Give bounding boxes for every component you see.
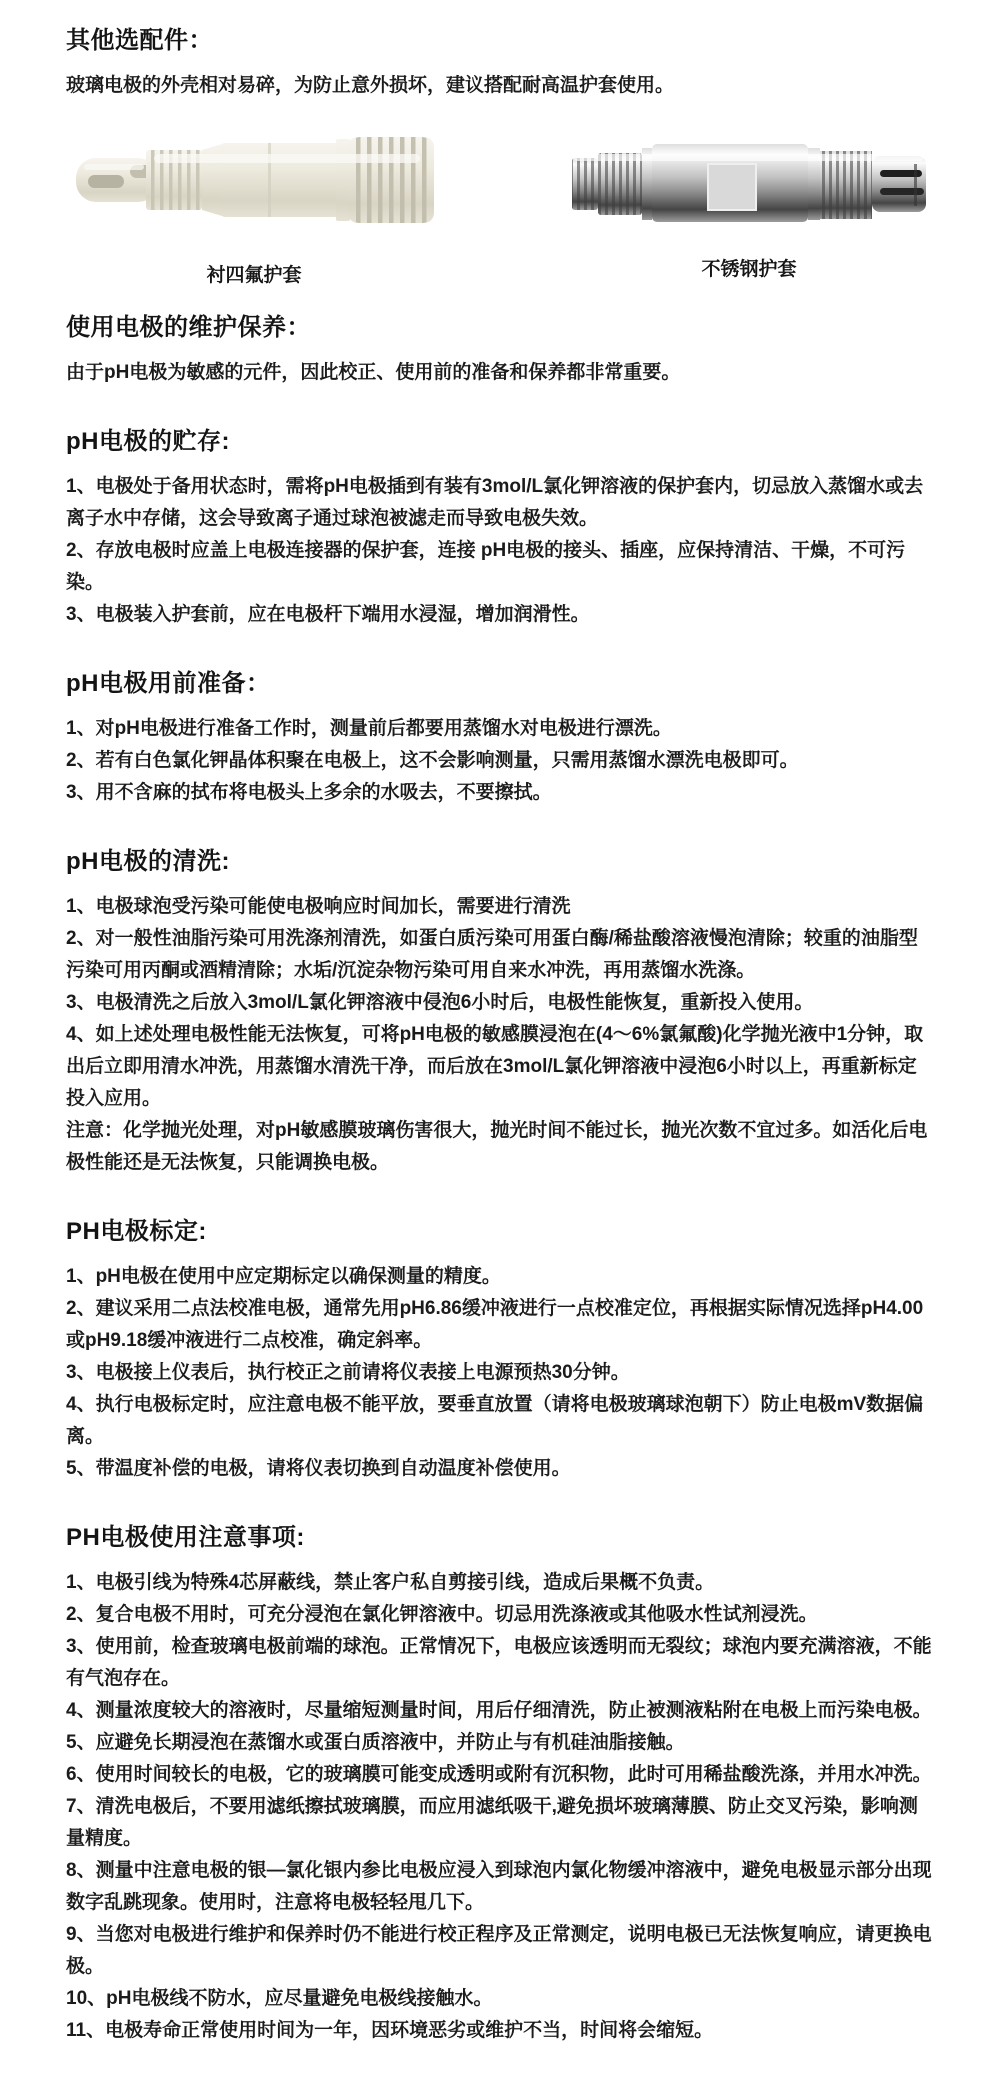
paragraph: 1、电极球泡受污染可能使电极响应时间加长，需要进行清洗 xyxy=(66,896,571,917)
figure-caption-stainless: 不锈钢护套 xyxy=(701,259,797,280)
section-preparation xyxy=(66,669,934,809)
section-cleaning xyxy=(66,847,934,1179)
paragraph: 10、pH电极线不防水，应尽量避免电极线接触水。 xyxy=(66,1988,493,2009)
figure-caption-ptfe: 衬四氟护套 xyxy=(206,265,302,286)
ptfe-sleeve-image xyxy=(70,118,438,236)
paragraph: 2、复合电极不用时，可充分浸泡在氯化钾溶液中。切忌用洗涤液或其他吸水性试剂浸洗。 xyxy=(66,1604,818,1625)
paragraph: 8、测量中注意电极的银—氯化银内参比电极应浸入到球泡内氯化物缓冲溶液中，避免电极显示部分出现数字乱跳现象。使用时，注意将电极轻轻甩几下。 xyxy=(66,1860,932,1913)
document-sections xyxy=(66,313,934,2047)
section-heading-maintenance: 使用电极的维护保养： xyxy=(66,314,311,341)
paragraph: 2、建议采用二点法校准电极，通常先用pH6.86缓冲液进行一点校准定位，再根据实际情况选择pH4.00或pH9.18缓冲液进行二点校准，确定斜率。 xyxy=(66,1298,924,1351)
accessories-section xyxy=(66,26,934,102)
paragraph: 由于pH电极为敏感的元件，因此校正、使用前的准备和保养都非常重要。 xyxy=(66,362,681,383)
section-heading-calibration: PH电极标定: xyxy=(66,1218,207,1245)
paragraph: 6、使用时间较长的电极，它的玻璃膜可能变成透明或附有沉积物，此时可用稀盐酸洗涤，并用水冲洗。 xyxy=(66,1764,932,1785)
paragraph: 3、电极接上仪表后，执行校正之前请将仪表接上电源预热30分钟。 xyxy=(66,1362,630,1383)
paragraph: 3、电极装入护套前，应在电极杆下端用水浸湿，增加润滑性。 xyxy=(66,604,590,625)
paragraph: 1、对pH电极进行准备工作时，测量前后都要用蒸馏水对电极进行漂洗。 xyxy=(66,718,672,739)
paragraph: 3、用不含麻的拭布将电极头上多余的水吸去，不要擦拭。 xyxy=(66,782,552,803)
section-precautions xyxy=(66,1523,934,2047)
figure-stainless-sleeve xyxy=(570,124,928,281)
section-maintenance xyxy=(66,313,934,389)
section-heading-storage: pH电极的贮存: xyxy=(66,428,230,455)
paragraph: 4、测量浓度较大的溶液时，尽量缩短测量时间，用后仔细清洗，防止被测液粘附在电极上而污染电极。 xyxy=(66,1700,932,1721)
section-heading-preparation: pH电极用前准备： xyxy=(66,670,271,697)
paragraph: 1、电极引线为特殊4芯屏蔽线，禁止客户私自剪接引线，造成后果概不负责。 xyxy=(66,1572,715,1593)
accessories-intro-text: 玻璃电极的外壳相对易碎，为防止意外损坏，建议搭配耐高温护套使用。 xyxy=(66,75,675,96)
section-calibration xyxy=(66,1217,934,1485)
paragraph: 5、应避免长期浸泡在蒸馏水或蛋白质溶液中，并防止与有机硅油脂接触。 xyxy=(66,1732,685,1753)
paragraph: 2、存放电极时应盖上电极连接器的保护套，连接 pH电极的接头、插座，应保持清洁、干燥，不可污染。 xyxy=(66,540,906,593)
paragraph: 9、当您对电极进行维护和保养时仍不能进行校正程序及正常测定，说明电极已无法恢复响应，请更换电极。 xyxy=(66,1924,932,1977)
section-storage xyxy=(66,427,934,631)
paragraph: 3、电极清洗之后放入3mol/L氯化钾溶液中侵泡6小时后，电极性能恢复，重新投入使用。 xyxy=(66,992,814,1013)
paragraph: 3、使用前，检查玻璃电极前端的球泡。正常情况下，电极应该透明而无裂纹；球泡内要充满溶液，不能有气泡存在。 xyxy=(66,1636,932,1689)
paragraph: 注意：化学抛光处理，对pH敏感膜玻璃伤害很大，抛光时间不能过长，抛光次数不宜过多。如活化后电极性能还是无法恢复，只能调换电极。 xyxy=(66,1120,928,1173)
accessory-figures xyxy=(70,118,928,287)
section-heading-cleaning: pH电极的清洗: xyxy=(66,848,230,875)
figure-ptfe-sleeve xyxy=(70,118,438,287)
paragraph: 4、如上述处理电极性能无法恢复，可将pH电极的敏感膜浸泡在(4～6%氯氟酸)化学抛光液中1分钟，取出后立即用清水冲洗，用蒸馏水清洗干净，而后放在3mol/L氯化钾溶液中浸泡6小时以上，再重新标定投入应用。 xyxy=(66,1024,924,1109)
paragraph: 5、带温度补偿的电极，请将仪表切换到自动温度补偿使用。 xyxy=(66,1458,571,1479)
paragraph: 11、电极寿命正常使用时间为一年，因环境恶劣或维护不当，时间将会缩短。 xyxy=(66,2020,714,2041)
section-heading-precautions: PH电极使用注意事项: xyxy=(66,1524,305,1551)
stainless-steel-sleeve-image xyxy=(570,124,928,230)
accessories-heading: 其他选配件： xyxy=(66,27,213,54)
paragraph: 4、执行电极标定时，应注意电极不能平放，要垂直放置（请将电极玻璃球泡朝下）防止电极mV数据偏离。 xyxy=(66,1394,924,1447)
paragraph: 1、电极处于备用状态时，需将pH电极插到有装有3mol/L氯化钾溶液的保护套内，切忌放入蒸馏水或去离子水中存储，这会导致离子通过球泡被滤走而导致电极失效。 xyxy=(66,476,924,529)
paragraph: 2、对一般性油脂污染可用洗涤剂清洗，如蛋白质污染可用蛋白酶/稀盐酸溶液慢泡清除；较重的油脂型污染可用丙酮或酒精清除；水垢/沉淀杂物污染可用自来水冲洗，再用蒸馏水洗涤。 xyxy=(66,928,918,981)
paragraph: 2、若有白色氯化钾晶体积聚在电极上，这不会影响测量，只需用蒸馏水漂洗电极即可。 xyxy=(66,750,799,771)
paragraph: 1、pH电极在使用中应定期标定以确保测量的精度。 xyxy=(66,1266,501,1287)
paragraph: 7、清洗电极后，不要用滤纸擦拭玻璃膜，而应用滤纸吸干,避免损坏玻璃薄膜、防止交叉污染，影响测量精度。 xyxy=(66,1796,918,1849)
